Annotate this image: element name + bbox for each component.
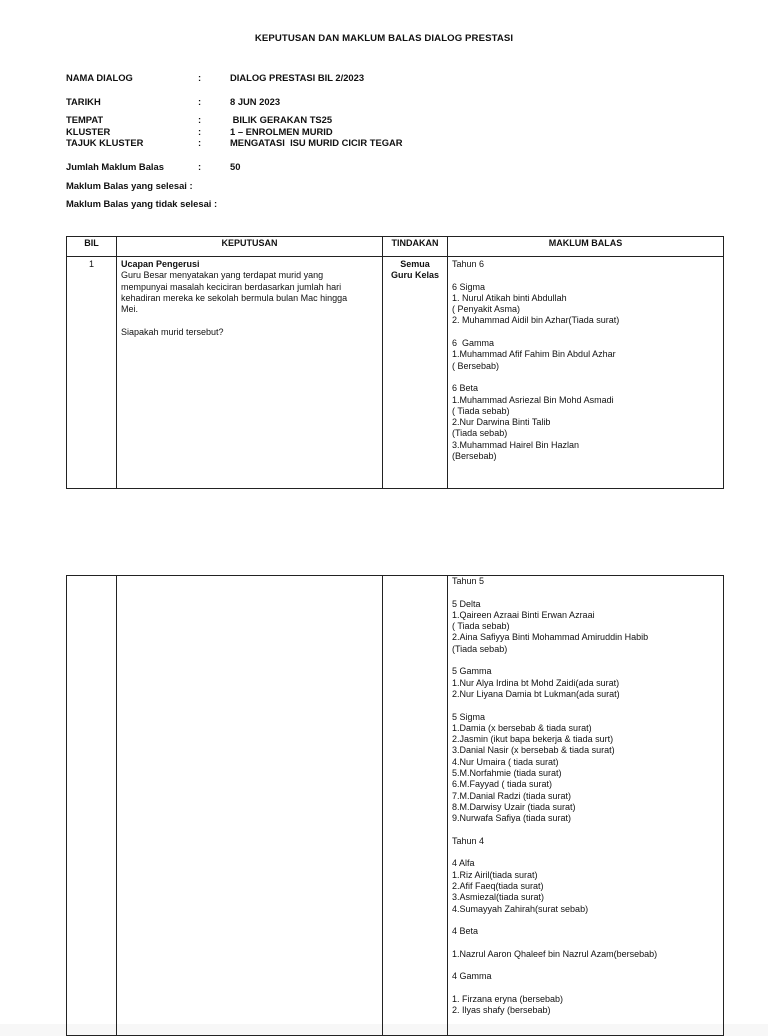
cell-maklum-balas bbox=[448, 257, 724, 489]
text-line: mempunyai masalah keciciran berdasarkan jumlah hari bbox=[121, 281, 342, 292]
meta-label: Jumlah Maklum Balas bbox=[66, 161, 164, 172]
text-line: 6 Beta bbox=[452, 383, 479, 394]
text-line: Mei. bbox=[121, 304, 139, 315]
text-line: 6 Gamma bbox=[452, 338, 495, 349]
text-line: 6.M.Fayyad ( tiada surat) bbox=[452, 779, 553, 790]
text-line: (Tiada sebab) bbox=[452, 643, 508, 654]
table-row bbox=[67, 576, 724, 1036]
meta-selesai: Maklum Balas yang selesai : bbox=[66, 180, 193, 191]
text-line: 5 Delta bbox=[452, 598, 481, 609]
blank-line bbox=[452, 327, 719, 338]
text-line: 4 Gamma bbox=[452, 971, 492, 982]
meta-value: 8 JUN 2023 bbox=[230, 96, 281, 107]
text-line: ( Bersebab) bbox=[452, 360, 500, 371]
text-line: 2.Nur Darwina Binti Talib bbox=[452, 417, 551, 428]
blank-line bbox=[452, 372, 719, 383]
decision-table-2 bbox=[66, 575, 724, 1036]
meta-value: MENGATASI ISU MURID CICIR TEGAR bbox=[230, 137, 403, 148]
text-line: 2. Muhammad Aidil bin Azhar(Tiada surat) bbox=[452, 315, 620, 326]
text-line: 5.M.Norfahmie (tiada surat) bbox=[452, 768, 562, 779]
text-line: kehadiran mereka ke sekolah bermula bulan Mac hingga bbox=[121, 292, 348, 303]
meta-label: NAMA DIALOG bbox=[66, 72, 133, 83]
text-line: ( Tiada sebab) bbox=[452, 405, 510, 416]
meta-value: 1 – ENROLMEN MURID bbox=[230, 126, 333, 137]
blank-line bbox=[452, 847, 719, 858]
meta-separator: : bbox=[198, 96, 202, 107]
text-line: 2.Afif Faeq(tiada surat) bbox=[452, 881, 544, 892]
blank-line bbox=[452, 825, 719, 836]
meta-separator: : bbox=[198, 126, 202, 137]
text-line: 3.Muhammad Hairel Bin Hazlan bbox=[452, 439, 580, 450]
text-line: (Bersebab) bbox=[452, 451, 497, 462]
blank-line bbox=[452, 587, 719, 598]
header-bil: BIL bbox=[67, 237, 117, 257]
text-line: Guru Besar menyatakan yang terdapat murid yang bbox=[121, 270, 324, 281]
cell-keputusan bbox=[117, 576, 383, 1036]
meta-label: TARIKH bbox=[66, 96, 101, 107]
text-line: 4.Sumayyah Zahirah(surat sebab) bbox=[452, 903, 589, 914]
text-line: 5 Sigma bbox=[452, 711, 486, 722]
text-line: Tahun 6 bbox=[452, 259, 485, 269]
keputusan-heading: Ucapan Pengerusi bbox=[121, 259, 200, 269]
text-line: 1.Nur Alya Irdina bt Mohd Zaidi(ada surat) bbox=[452, 677, 620, 688]
text-line: 5 Gamma bbox=[452, 666, 492, 677]
blank-line bbox=[452, 960, 719, 971]
cell-tindakan bbox=[383, 257, 448, 489]
meta-label: TAJUK KLUSTER bbox=[66, 137, 144, 148]
blank-line bbox=[121, 315, 378, 326]
text-line: 1.Muhammad Afif Fahim Bin Abdul Azhar bbox=[452, 349, 616, 360]
text-line: 1. Firzana eryna (bersebab) bbox=[452, 993, 564, 1004]
text-line: 1.Damia (x bersebab & tiada surat) bbox=[452, 722, 592, 733]
blank-line bbox=[452, 655, 719, 666]
text-line: 1.Riz Airil(tiada surat) bbox=[452, 869, 538, 880]
tindakan-line: Guru Kelas bbox=[390, 270, 439, 281]
text-line: Siapakah murid tersebut? bbox=[121, 326, 224, 337]
text-line: 1.Qaireen Azraai Binti Erwan Azraai bbox=[452, 609, 595, 620]
table-header-row bbox=[67, 237, 724, 257]
blank-line bbox=[452, 915, 719, 926]
meta-label: TEMPAT bbox=[66, 114, 104, 125]
text-line: 4.Nur Umaira ( tiada surat) bbox=[452, 756, 559, 767]
meta-value: BILIK GERAKAN TS25 bbox=[230, 114, 333, 125]
text-line: 6 Sigma bbox=[452, 281, 486, 292]
header-maklum-balas: MAKLUM BALAS bbox=[448, 237, 724, 257]
meta-separator: : bbox=[198, 72, 202, 83]
text-line: ( Penyakit Asma) bbox=[452, 304, 521, 315]
text-line: 2.Jasmin (ikut bapa bekerja & tiada surt) bbox=[452, 734, 614, 745]
cell-bil bbox=[67, 576, 117, 1036]
header-keputusan: KEPUTUSAN bbox=[117, 237, 383, 257]
cell-maklum-balas bbox=[448, 576, 724, 1036]
cell-keputusan bbox=[117, 257, 383, 489]
text-line: 4 Alfa bbox=[452, 858, 475, 869]
text-line: 2. Ilyas shafy (bersebab) bbox=[452, 1005, 551, 1016]
meta-value: 50 bbox=[230, 161, 241, 172]
cell-bil: 1 bbox=[67, 257, 117, 489]
meta-label: KLUSTER bbox=[66, 126, 111, 137]
text-line: 7.M.Danial Radzi (tiada surat) bbox=[452, 790, 572, 801]
text-line: 1. Nurul Atikah binti Abdullah bbox=[452, 292, 567, 303]
text-line: 8.M.Darwisy Uzair (tiada surat) bbox=[452, 801, 576, 812]
text-line: Tahun 5 bbox=[452, 576, 485, 586]
text-line: 1.Muhammad Asriezal Bin Mohd Asmadi bbox=[452, 394, 614, 405]
text-line: Tahun 4 bbox=[452, 835, 485, 846]
decision-table-1 bbox=[66, 236, 724, 489]
meta-separator: : bbox=[198, 137, 202, 148]
maklum-balas-text bbox=[452, 576, 719, 1017]
blank-line bbox=[452, 700, 719, 711]
blank-line bbox=[452, 938, 719, 949]
text-line: 9.Nurwafa Safiya (tiada surat) bbox=[452, 813, 572, 824]
keputusan-text bbox=[121, 270, 378, 338]
table-row bbox=[67, 257, 724, 489]
tindakan-line: Semua bbox=[400, 259, 430, 269]
meta-separator: : bbox=[198, 114, 202, 125]
text-line: ( Tiada sebab) bbox=[452, 621, 510, 632]
text-line: 1.Nazrul Aaron Qhaleef bin Nazrul Azam(bersebab) bbox=[452, 948, 658, 959]
text-line: 3.Danial Nasir (x bersebab & tiada surat) bbox=[452, 745, 615, 756]
blank-line bbox=[452, 983, 719, 994]
meta-value: DIALOG PRESTASI BIL 2/2023 bbox=[230, 72, 365, 83]
text-line: 2.Aina Safiyya Binti Mohammad Amiruddin Habib bbox=[452, 632, 649, 643]
meta-separator: : bbox=[198, 161, 202, 172]
document-title: KEPUTUSAN DAN MAKLUM BALAS DIALOG PRESTASI bbox=[254, 33, 514, 44]
header-tindakan: TINDAKAN bbox=[383, 237, 448, 257]
text-line: 4 Beta bbox=[452, 926, 479, 937]
text-line: 3.Asmiezal(tiada surat) bbox=[452, 892, 545, 903]
meta-tidak-selesai: Maklum Balas yang tidak selesai : bbox=[66, 198, 218, 209]
text-line: 2.Nur Liyana Damia bt Lukman(ada surat) bbox=[452, 688, 620, 699]
blank-line bbox=[452, 270, 719, 281]
text-line: (Tiada sebab) bbox=[452, 428, 508, 439]
cell-tindakan bbox=[383, 576, 448, 1036]
maklum-balas-text bbox=[452, 259, 719, 462]
